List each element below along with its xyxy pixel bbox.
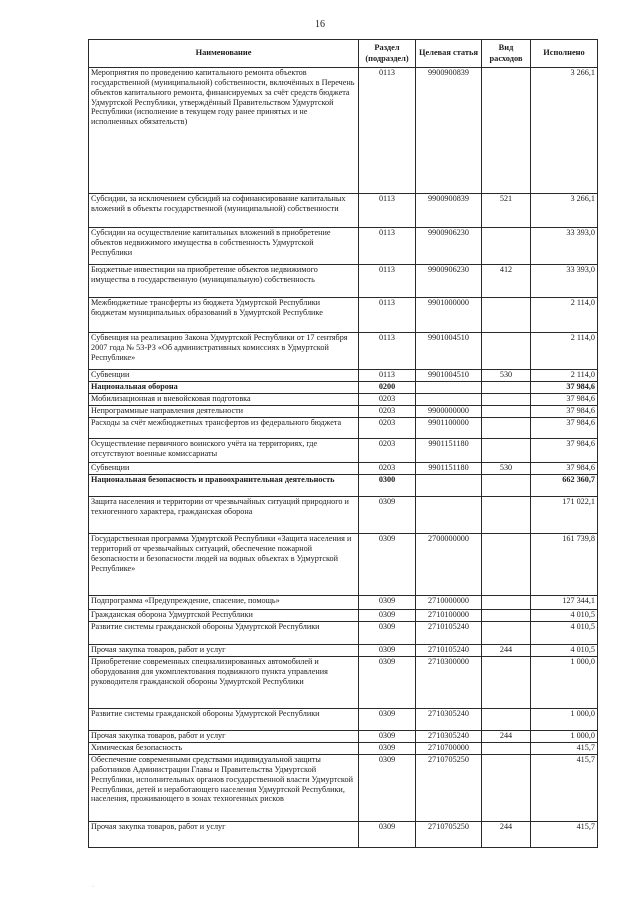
row-name-cell: Приобретение современных специализированных автомобилей и оборудования для укомплектования подвижного пункта управления руководителя гражданской обороны Удмуртской Республики: [89, 657, 359, 709]
row-executed-cell: 171 022,1: [531, 497, 598, 534]
row-target-cell: 9901100000: [416, 418, 482, 439]
row-target-cell: [416, 394, 482, 406]
row-executed-cell: 33 393,0: [531, 265, 598, 298]
row-target-cell: 9901004510: [416, 370, 482, 382]
row-name-cell: Защита населения и территории от чрезвычайных ситуаций природного и техногенного характера, гражданская оборона: [89, 497, 359, 534]
table-row: [89, 406, 598, 418]
table-row: [89, 755, 598, 822]
row-name-cell: Мероприятия по проведению капитального ремонта объектов государственной (муниципальной) собственности, включённых в Перечень объектов капитального ремонта, финансируемых за счёт средств бюджета Удмуртской Республики, утверждённый Правительством Удмуртской Республики (исполнение в текущем году ранее принятых и не исполненных обязательств): [89, 68, 359, 194]
row-type-cell: [482, 298, 531, 333]
header-section: Раздел (подраздел): [359, 40, 416, 68]
row-type-cell: [482, 743, 531, 755]
row-target-cell: 9900906230: [416, 228, 482, 265]
row-executed-cell: 1 000,0: [531, 731, 598, 743]
table-row: [89, 534, 598, 596]
row-name-cell: Субвенции: [89, 463, 359, 475]
table-row: [89, 394, 598, 406]
table-row: [89, 463, 598, 475]
table-row: [89, 731, 598, 743]
table-row: [89, 709, 598, 731]
row-section-cell: 0309: [359, 497, 416, 534]
row-name-cell: Национальная оборона: [89, 382, 359, 394]
row-name-cell: Субсидии на осуществление капитальных вложений в приобретение объектов недвижимого имущества в собственность Удмуртской Республики: [89, 228, 359, 265]
table-row: [89, 439, 598, 463]
header-type: Вид расходов: [482, 40, 531, 68]
row-target-cell: 2710000000: [416, 596, 482, 610]
table-row: [89, 265, 598, 298]
row-executed-cell: 161 739,8: [531, 534, 598, 596]
row-section-cell: 0113: [359, 228, 416, 265]
table-row: [89, 610, 598, 622]
row-type-cell: 244: [482, 822, 531, 848]
row-section-cell: 0113: [359, 298, 416, 333]
table-row: [89, 645, 598, 657]
row-section-cell: 0113: [359, 194, 416, 228]
page-number: 16: [315, 19, 325, 30]
row-section-cell: 0309: [359, 645, 416, 657]
row-executed-cell: 1 000,0: [531, 709, 598, 731]
row-target-cell: 9900900839: [416, 68, 482, 194]
scan-speck: ·: [92, 884, 94, 890]
row-executed-cell: 37 984,6: [531, 406, 598, 418]
row-name-cell: Прочая закупка товаров, работ и услуг: [89, 822, 359, 848]
row-name-cell: Прочая закупка товаров, работ и услуг: [89, 731, 359, 743]
row-target-cell: 2710105240: [416, 645, 482, 657]
table-row: [89, 657, 598, 709]
row-executed-cell: 37 984,6: [531, 439, 598, 463]
row-name-cell: Субвенции: [89, 370, 359, 382]
row-executed-cell: 33 393,0: [531, 228, 598, 265]
table-row: [89, 497, 598, 534]
row-target-cell: 2700000000: [416, 534, 482, 596]
table-row: [89, 622, 598, 645]
row-target-cell: 9901000000: [416, 298, 482, 333]
row-executed-cell: 37 984,6: [531, 382, 598, 394]
row-target-cell: 2710100000: [416, 610, 482, 622]
row-name-cell: Обеспечение современными средствами индивидуальной защиты работников Администрации Главы и Правительства Удмуртской Республики, исполнительных органов государственной власти Удмуртской Республики, детей и неработающего населения Удмуртской Республики, населения, проживающего в зонах техногенных рисков: [89, 755, 359, 822]
row-type-cell: [482, 68, 531, 194]
row-section-cell: 0203: [359, 463, 416, 475]
table-row: [89, 370, 598, 382]
row-section-cell: 0309: [359, 731, 416, 743]
row-type-cell: [482, 228, 531, 265]
row-section-cell: 0203: [359, 394, 416, 406]
row-target-cell: [416, 382, 482, 394]
row-name-cell: Прочая закупка товаров, работ и услуг: [89, 645, 359, 657]
row-name-cell: Государственная программа Удмуртской Республики «Защита населения и территорий от чрезвычайных ситуаций, обеспечение пожарной безопасности и безопасности людей на водных объектах в Удмуртской Республике»: [89, 534, 359, 596]
budget-execution-table: [88, 39, 598, 848]
row-name-cell: Непрограммные направления деятельности: [89, 406, 359, 418]
row-type-cell: 412: [482, 265, 531, 298]
row-executed-cell: 415,7: [531, 743, 598, 755]
row-name-cell: Развитие системы гражданской обороны Удмуртской Республики: [89, 622, 359, 645]
table-row: [89, 68, 598, 194]
row-executed-cell: 127 344,1: [531, 596, 598, 610]
row-target-cell: 9901004510: [416, 333, 482, 370]
row-target-cell: 9901151180: [416, 439, 482, 463]
table-row: [89, 194, 598, 228]
row-executed-cell: 2 114,0: [531, 370, 598, 382]
row-executed-cell: 2 114,0: [531, 298, 598, 333]
row-executed-cell: 3 266,1: [531, 194, 598, 228]
row-name-cell: Национальная безопасность и правоохранительная деятельность: [89, 475, 359, 497]
row-type-cell: [482, 755, 531, 822]
row-section-cell: 0309: [359, 755, 416, 822]
row-type-cell: [482, 394, 531, 406]
header-target: Целевая статья: [416, 40, 482, 68]
row-target-cell: 2710300000: [416, 657, 482, 709]
row-executed-cell: 1 000,0: [531, 657, 598, 709]
row-name-cell: Межбюджетные трансферты из бюджета Удмуртской Республики бюджетам муниципальных образований в Удмуртской Республике: [89, 298, 359, 333]
row-executed-cell: 4 010,5: [531, 645, 598, 657]
table-row: [89, 298, 598, 333]
table-row: [89, 596, 598, 610]
row-name-cell: Химическая безопасность: [89, 743, 359, 755]
row-name-cell: Подпрограмма «Предупреждение, спасение, помощь»: [89, 596, 359, 610]
table-row: [89, 475, 598, 497]
row-executed-cell: 4 010,5: [531, 610, 598, 622]
row-type-cell: [482, 333, 531, 370]
table-header-row: [89, 40, 598, 68]
row-type-cell: 521: [482, 194, 531, 228]
row-target-cell: 2710705250: [416, 755, 482, 822]
row-section-cell: 0309: [359, 709, 416, 731]
row-section-cell: 0309: [359, 743, 416, 755]
row-type-cell: [482, 406, 531, 418]
row-target-cell: 9900000000: [416, 406, 482, 418]
row-target-cell: [416, 475, 482, 497]
row-name-cell: Бюджетные инвестиции на приобретение объектов недвижимого имущества в государственную (муниципальную) собственность: [89, 265, 359, 298]
row-section-cell: 0200: [359, 382, 416, 394]
row-type-cell: [482, 497, 531, 534]
table-row: [89, 743, 598, 755]
row-section-cell: 0309: [359, 610, 416, 622]
table-body: [89, 68, 598, 848]
row-name-cell: Субвенция на реализацию Закона Удмуртской Республики от 17 сентября 2007 года № 53-РЗ «Об административных комиссиях в Удмуртской Республике»: [89, 333, 359, 370]
table-row: [89, 418, 598, 439]
row-type-cell: [482, 657, 531, 709]
row-executed-cell: 415,7: [531, 755, 598, 822]
row-section-cell: 0203: [359, 439, 416, 463]
row-executed-cell: 37 984,6: [531, 463, 598, 475]
row-target-cell: 2710700000: [416, 743, 482, 755]
header-executed: Исполнено: [531, 40, 598, 68]
row-name-cell: Осуществление первичного воинского учёта на территориях, где отсутствуют военные комиссариаты: [89, 439, 359, 463]
row-section-cell: 0113: [359, 333, 416, 370]
row-type-cell: [482, 475, 531, 497]
row-type-cell: [482, 534, 531, 596]
row-executed-cell: 415,7: [531, 822, 598, 848]
row-target-cell: 2710305240: [416, 731, 482, 743]
table-row: [89, 382, 598, 394]
row-type-cell: 244: [482, 731, 531, 743]
row-type-cell: [482, 622, 531, 645]
row-executed-cell: 3 266,1: [531, 68, 598, 194]
row-section-cell: 0309: [359, 822, 416, 848]
row-name-cell: Субсидии, за исключением субсидий на софинансирование капитальных вложений в объекты государственной (муниципальной) собственности: [89, 194, 359, 228]
row-section-cell: 0309: [359, 596, 416, 610]
table-row: [89, 333, 598, 370]
row-section-cell: 0309: [359, 657, 416, 709]
row-type-cell: [482, 709, 531, 731]
row-type-cell: 530: [482, 370, 531, 382]
row-type-cell: [482, 610, 531, 622]
row-name-cell: Гражданская оборона Удмуртской Республики: [89, 610, 359, 622]
row-section-cell: 0113: [359, 265, 416, 298]
row-type-cell: [482, 382, 531, 394]
row-target-cell: 9900900839: [416, 194, 482, 228]
row-section-cell: 0113: [359, 370, 416, 382]
row-type-cell: [482, 418, 531, 439]
row-name-cell: Мобилизационная и вневойсковая подготовка: [89, 394, 359, 406]
row-executed-cell: 4 010,5: [531, 622, 598, 645]
row-type-cell: 530: [482, 463, 531, 475]
row-type-cell: 244: [482, 645, 531, 657]
row-executed-cell: 37 984,6: [531, 394, 598, 406]
header-name: Наименование: [89, 40, 359, 68]
row-section-cell: 0203: [359, 406, 416, 418]
row-section-cell: 0113: [359, 68, 416, 194]
row-executed-cell: 662 360,7: [531, 475, 598, 497]
row-target-cell: 2710105240: [416, 622, 482, 645]
table-row: [89, 228, 598, 265]
row-section-cell: 0309: [359, 622, 416, 645]
row-section-cell: 0309: [359, 534, 416, 596]
row-target-cell: [416, 497, 482, 534]
table-row: [89, 822, 598, 848]
row-name-cell: Развитие системы гражданской обороны Удмуртской Республики: [89, 709, 359, 731]
row-type-cell: [482, 596, 531, 610]
row-executed-cell: 37 984,6: [531, 418, 598, 439]
row-target-cell: 9900906230: [416, 265, 482, 298]
row-target-cell: 9901151180: [416, 463, 482, 475]
row-section-cell: 0203: [359, 418, 416, 439]
row-name-cell: Расходы за счёт межбюджетных трансфертов из федерального бюджета: [89, 418, 359, 439]
row-type-cell: [482, 439, 531, 463]
row-target-cell: 2710305240: [416, 709, 482, 731]
row-executed-cell: 2 114,0: [531, 333, 598, 370]
row-target-cell: 2710705250: [416, 822, 482, 848]
row-section-cell: 0300: [359, 475, 416, 497]
